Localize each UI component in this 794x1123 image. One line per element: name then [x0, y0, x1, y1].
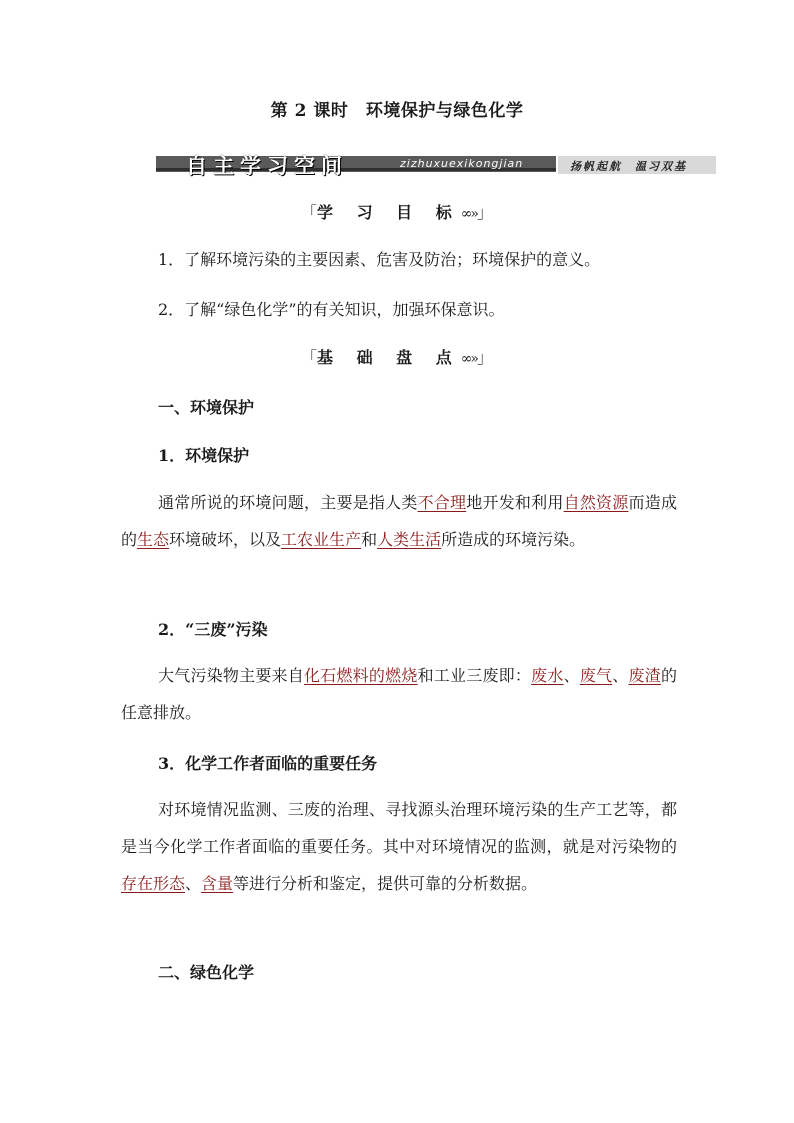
text-run: 和工业三废即：	[417, 666, 532, 685]
text-run: 地开发和利用	[466, 493, 564, 512]
answer-blank: 工农业生产	[281, 530, 362, 549]
banner-tagline: 扬帆起航 温习双基	[570, 160, 687, 173]
text-run: 等进行分析和鉴定，提供可靠的分析数据。	[233, 874, 538, 893]
section-objectives-header	[0, 200, 794, 223]
banner-heading: 自主学习空间	[186, 153, 348, 178]
answer-blank: 人类生活	[377, 530, 442, 549]
text-run: 、	[563, 666, 580, 685]
text-run: 对环境情况监测、三废的治理、寻找源头治理环境污染的生产工艺等，都是当今化学工作者面临的重要任务。其中对环境情况的监测，就是对污染物的	[121, 800, 677, 856]
text-run: 、	[185, 874, 202, 893]
text-run: 而造成的	[121, 493, 677, 549]
text-run: 所造成的环境污染。	[441, 530, 586, 549]
banner-pinyin: zizhuxuexikongjian	[400, 157, 524, 170]
part2-heading: 二、绿色化学	[158, 963, 255, 982]
text-run: 大气污染物主要来自	[158, 666, 304, 685]
sub3-paragraph	[121, 791, 677, 902]
lesson-title: 第 2 课时 环境保护与绿色化学	[270, 101, 524, 121]
section-objectives-label: 学 习 目 标	[317, 203, 461, 222]
sub1-paragraph	[121, 484, 677, 558]
objective-item: 2．了解“绿色化学”的有关知识，加强环保意识。	[158, 300, 505, 319]
answer-blank: 含量	[201, 874, 234, 893]
answer-blank: 不合理	[417, 493, 467, 512]
answer-blank: 生态	[137, 530, 170, 549]
infinity-ornament-icon: ∞»	[460, 351, 477, 367]
corner-bracket-right-icon: 」	[476, 203, 493, 222]
answer-blank: 自然资源	[563, 493, 629, 512]
corner-bracket-left-icon: 「	[301, 203, 318, 222]
section-basics-label: 基 础 盘 点	[317, 348, 461, 367]
section-banner	[156, 153, 716, 178]
sub2-heading: 2．“三废”污染	[158, 620, 268, 639]
corner-bracket-right-icon: 」	[476, 348, 493, 367]
answer-blank: 存在形态	[121, 874, 186, 893]
corner-bracket-left-icon: 「	[301, 348, 318, 367]
answer-blank: 废渣	[628, 666, 661, 685]
answer-blank: 化石燃料的燃烧	[304, 666, 418, 685]
answer-blank: 废气	[579, 666, 613, 685]
infinity-ornament-icon: ∞»	[460, 206, 477, 222]
section-basics-header	[0, 345, 794, 368]
text-run: 、	[612, 666, 629, 685]
text-run: 的任意排放。	[121, 666, 677, 722]
answer-blank: 废水	[531, 666, 564, 685]
sub3-heading: 3．化学工作者面临的重要任务	[158, 754, 378, 773]
sub2-paragraph	[121, 657, 677, 731]
text-run: 和	[361, 530, 378, 549]
sub1-heading: 1．环境保护	[158, 446, 250, 465]
text-run: 通常所说的环境问题，主要是指人类	[158, 493, 418, 512]
objective-item: 1．了解环境污染的主要因素、危害及防治；环境保护的意义。	[158, 250, 601, 269]
part1-heading: 一、环境保护	[158, 398, 255, 417]
text-run: 环境破坏，以及	[169, 530, 282, 549]
